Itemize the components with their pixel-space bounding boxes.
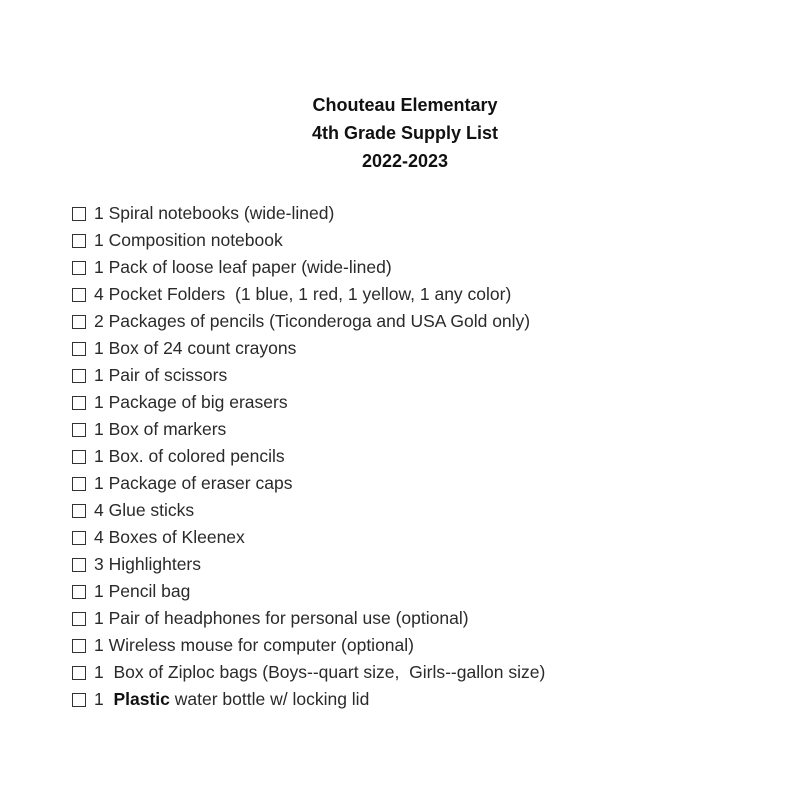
list-item [72, 497, 545, 524]
item-text: 3 Highlighters [94, 554, 201, 574]
list-item [72, 281, 545, 308]
item-text: 1 Composition notebook [94, 230, 283, 250]
item-text: 1 Box of Ziploc bags (Boys--quart size, Girls--gallon size) [94, 662, 546, 682]
item-text: 1 Package of eraser caps [94, 473, 293, 493]
item-text-suffix: water bottle w/ locking lid [169, 689, 370, 709]
checkbox[interactable] [72, 288, 86, 302]
list-item [72, 200, 545, 227]
checkbox[interactable] [72, 261, 86, 275]
document-header [0, 91, 810, 175]
checkbox[interactable] [72, 477, 86, 491]
item-text: 1 Pencil bag [94, 581, 191, 601]
checkbox[interactable] [72, 531, 86, 545]
list-item [72, 443, 545, 470]
list-item [72, 416, 545, 443]
checkbox[interactable] [72, 612, 86, 626]
item-text: 1 Box of 24 count crayons [94, 338, 297, 358]
item-text: 1 Pack of loose leaf paper (wide-lined) [94, 257, 392, 277]
item-text: 1 Wireless mouse for computer (optional) [94, 635, 414, 655]
item-text: 1 Box of markers [94, 419, 227, 439]
list-item [72, 632, 545, 659]
list-item [72, 686, 545, 713]
item-text: 4 Glue sticks [94, 500, 195, 520]
item-text-bold: Plastic [113, 689, 170, 709]
school-year: 2022-2023 [361, 151, 449, 171]
item-text: 1 Pair of headphones for personal use (optional) [94, 608, 469, 628]
item-text: 4 Boxes of Kleenex [94, 527, 245, 547]
list-item [72, 389, 545, 416]
item-text-prefix: 1 [94, 689, 114, 709]
checkbox[interactable] [72, 504, 86, 518]
checkbox[interactable] [72, 342, 86, 356]
checkbox[interactable] [72, 315, 86, 329]
checkbox[interactable] [72, 666, 86, 680]
checkbox[interactable] [72, 585, 86, 599]
list-item [72, 605, 545, 632]
item-text: 1 Box. of colored pencils [94, 446, 285, 466]
item-text: 1 Pair of scissors [94, 365, 228, 385]
checkbox[interactable] [72, 558, 86, 572]
checkbox[interactable] [72, 207, 86, 221]
item-text: 1 Package of big erasers [94, 392, 288, 412]
checkbox[interactable] [72, 693, 86, 707]
list-item [72, 551, 545, 578]
checkbox[interactable] [72, 639, 86, 653]
list-item [72, 227, 545, 254]
list-item [72, 524, 545, 551]
list-item [72, 335, 545, 362]
checkbox[interactable] [72, 450, 86, 464]
list-item [72, 308, 545, 335]
list-item [72, 659, 545, 686]
list-item [72, 470, 545, 497]
checkbox[interactable] [72, 396, 86, 410]
item-text: 1 Spiral notebooks (wide-lined) [94, 203, 335, 223]
checkbox[interactable] [72, 423, 86, 437]
list-item [72, 578, 545, 605]
list-title: 4th Grade Supply List [311, 123, 499, 143]
checkbox[interactable] [72, 369, 86, 383]
item-text: 2 Packages of pencils (Ticonderoga and USA Gold only) [94, 311, 531, 331]
checkbox[interactable] [72, 234, 86, 248]
list-item [72, 362, 545, 389]
school-name: Chouteau Elementary [312, 95, 498, 115]
item-text: 4 Pocket Folders (1 blue, 1 red, 1 yellow, 1 any color) [94, 284, 512, 304]
list-item [72, 254, 545, 281]
supply-list [72, 200, 545, 713]
